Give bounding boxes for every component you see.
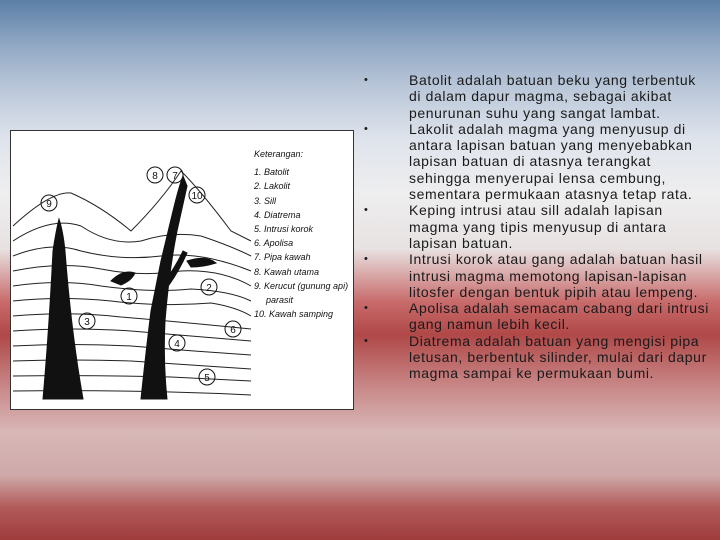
bullet-text: Keping intrusi atau sill adalah lapisan magma yang tipis menyusup di antara lapisan batuan. (409, 202, 667, 251)
bullet-dot: • (364, 253, 369, 266)
legend-item: 7. Pipa kawah (254, 252, 311, 263)
bullet-item-batolit (360, 72, 710, 121)
legend-item: 10. Kawah samping (254, 309, 334, 320)
label-7: 7 (172, 171, 178, 182)
legend-title: Keterangan: (254, 149, 304, 159)
bullet-dot: • (364, 204, 369, 217)
bullet-text: Batolit adalah batuan beku yang terbentuk di dalam dapur magma, sebagai akibat penurunan suhu yang sangat lambat. (409, 72, 696, 121)
bullet-text: Diatrema adalah batuan yang mengisi pipa letusan, berbentuk silinder, mulai dari dapur magma sampai ke permukaan bumi. (409, 332, 707, 382)
label-10: 10 (191, 191, 203, 202)
bullet-item-diatrema (360, 333, 710, 382)
bullet-dot: • (364, 334, 369, 347)
label-4: 4 (174, 339, 180, 350)
label-1: 1 (126, 292, 132, 303)
bullet-list (360, 72, 710, 382)
legend-item: 2. Lakolit (254, 181, 291, 192)
bullet-item-intrusi-korok (360, 251, 710, 300)
bullet-item-sill (360, 202, 710, 251)
label-3: 3 (84, 317, 90, 328)
bullet-text: Apolisa adalah semacam cabang dari intrusi gang namun lebih kecil. (409, 300, 709, 333)
legend-item: 8. Kawah utama (254, 266, 320, 277)
legend-item: 3. Sill (254, 195, 277, 206)
legend-item: 9. Kerucut (gunung api) (254, 280, 349, 291)
legend-item: parasit (266, 295, 294, 306)
label-6: 6 (230, 325, 236, 336)
diagram-legend (254, 147, 354, 321)
bullet-item-apolisa (360, 300, 710, 333)
bullet-dot: • (364, 74, 369, 86)
bullet-dot: • (364, 302, 369, 315)
bullet-item-lakolit (360, 121, 710, 202)
label-9: 9 (46, 199, 52, 210)
legend-item: 1. Batolit (254, 167, 290, 178)
legend-item: 6. Apolisa (254, 238, 294, 249)
label-8: 8 (152, 171, 158, 182)
legend-item: 4. Diatrema (254, 209, 301, 220)
bullet-text: Lakolit adalah magma yang menyusup di antara lapisan batuan yang menyebabkan lapisan batuan di atasnya terangkat sehingga menyerupai lensa cembung, sementara permukaan atasnya tetap rata. (409, 120, 693, 203)
legend-item: 5. Intrusi korok (254, 224, 314, 235)
volcano-diagram (10, 130, 354, 410)
bullet-dot: • (364, 122, 369, 135)
label-5: 5 (204, 373, 210, 384)
bullet-text: Intrusi korok atau gang adalah batuan hasil intrusi magma memotong lapisan-lapisan litosfer dengan bentuk pipih atau lempeng. (409, 251, 703, 300)
label-2: 2 (206, 283, 212, 294)
